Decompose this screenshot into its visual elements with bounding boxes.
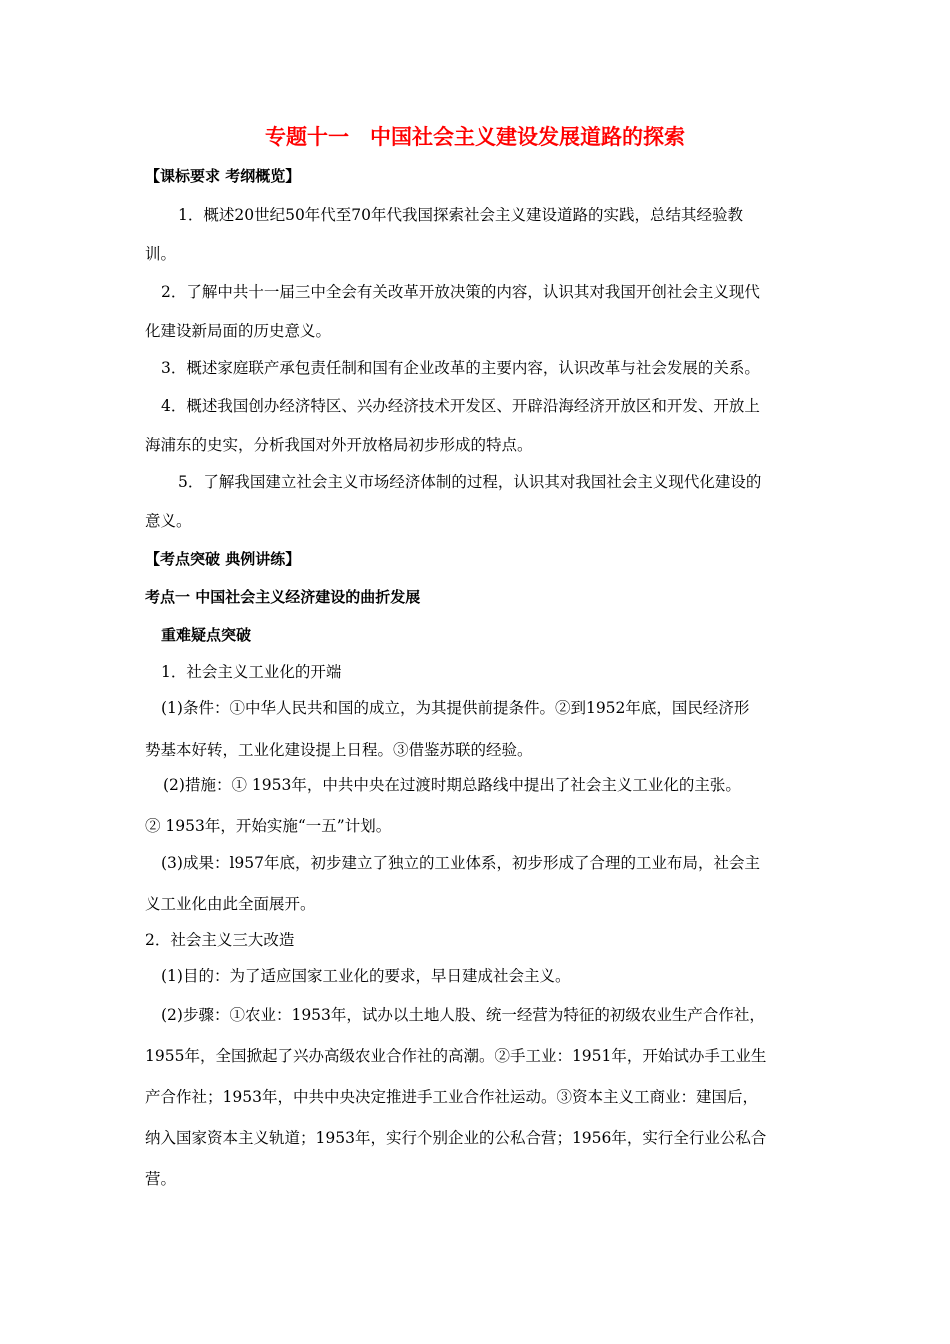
requirement-1-line-2: 训。 (145, 245, 177, 263)
requirement-2-line-2: 化建设新局面的历史意义。 (145, 322, 332, 340)
item-2-title: 2．社会主义三大改造 (145, 931, 295, 949)
item-2-steps-line-5: 营。 (145, 1170, 177, 1188)
requirement-4-line-2: 海浦东的史实，分析我国对外开放格局初步形成的特点。 (145, 436, 533, 454)
item-1-measures-line-1: (2)措施：① 1953年，中共中央在过渡时期总路线中提出了社会主义工业化的主张。 (163, 776, 741, 794)
exam-point-1-heading: 考点一 中国社会主义经济建设的曲折发展 (145, 588, 421, 606)
item-2-steps-line-2: 1955年，全国掀起了兴办高级农业合作社的高潮。②手工业：1951年，开始试办手工业生 (145, 1047, 767, 1065)
item-1-results-line-1: (3)成果：l957年底，初步建立了独立的工业体系，初步形成了合理的工业布局，社会主 (161, 854, 761, 872)
section-heading-exam-points: 【考点突破 典例讲练】 (145, 550, 301, 568)
requirement-5-line-1: 5．了解我国建立社会主义市场经济体制的过程，认识其对我国社会主义现代化建设的 (178, 473, 762, 491)
difficulty-subheading: 重难疑点突破 (161, 626, 252, 644)
requirement-3: 3．概述家庭联产承包责任制和国有企业改革的主要内容，认识改革与社会发展的关系。 (161, 359, 760, 377)
item-2-steps-line-3: 产合作社；1953年，中共中央决定推进手工业合作社运动。③资本主义工商业：建国后， (145, 1088, 758, 1106)
item-2-steps-line-4: 纳入国家资本主义轨道；1953年，实行个别企业的公私合营；1956年，实行全行业公私合 (145, 1129, 767, 1147)
item-1-results-line-2: 义工业化由此全面展开。 (145, 895, 316, 913)
item-1-conditions-line-2: 势基本好转，工业化建设提上日程。③借鉴苏联的经验。 (145, 741, 533, 759)
requirement-5-line-2: 意义。 (145, 512, 192, 530)
item-1-conditions-line-1: (1)条件：①中华人民共和国的成立，为其提供前提条件。②到1952年底，国民经济形 (161, 699, 750, 717)
requirement-2-line-1: 2．了解中共十一届三中全会有关改革开放决策的内容，认识其对我国开创社会主义现代 (161, 283, 760, 301)
requirement-1-line-1: 1．概述20世纪50年代至70年代我国探索社会主义建设道路的实践，总结其经验教 (178, 206, 744, 224)
item-1-title: 1．社会主义工业化的开端 (161, 663, 342, 681)
section-heading-requirements: 【课标要求 考纲概览】 (145, 167, 301, 185)
item-2-purpose: (1)目的：为了适应国家工业化的要求，早日建成社会主义。 (161, 967, 571, 985)
document-title: 专题十一 中国社会主义建设发展道路的探索 (265, 125, 685, 149)
item-2-steps-line-1: (2)步骤：①农业：1953年，试办以土地人股、统一经营为特征的初级农业生产合作社， (161, 1006, 765, 1024)
item-1-measures-line-2: ② 1953年，开始实施“一五”计划。 (145, 817, 392, 835)
requirement-4-line-1: 4．概述我国创办经济特区、兴办经济技术开发区、开辟沿海经济开放区和开发、开放上 (161, 397, 760, 415)
